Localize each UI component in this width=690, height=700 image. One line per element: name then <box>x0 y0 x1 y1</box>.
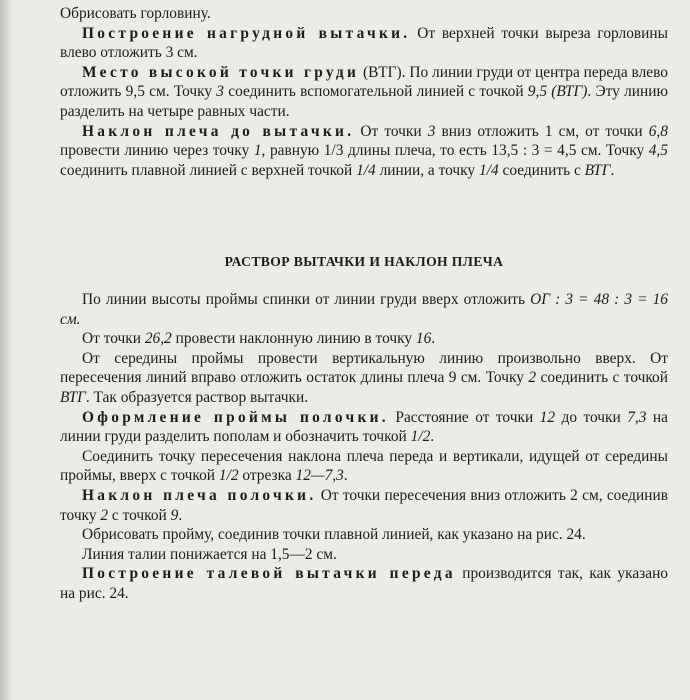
text: . Так образуется раствор вытачки. <box>85 388 309 406</box>
text: Линия талии понижается на 1,5—2 см. <box>82 545 337 563</box>
paragraph-front-armhole <box>60 408 668 447</box>
text: . Эту линию разделить на четыре равных части. <box>60 83 668 120</box>
point-label: ВТГ <box>584 161 611 179</box>
run-heading: Построение талевой вытачки переда <box>82 565 456 583</box>
text: . <box>178 506 183 524</box>
text: с точкой <box>108 506 171 524</box>
paragraph-front-shoulder <box>60 486 668 525</box>
point-label: 2 <box>100 506 109 524</box>
text: до точки <box>555 408 628 426</box>
text: провести наклонную линию в точку <box>171 330 416 348</box>
text: По линии высоты проймы спинки от линии груди вверх отложить <box>82 291 531 308</box>
text: соединить с точкой <box>536 369 668 387</box>
point-label: 1/2 <box>410 428 431 446</box>
point-label: 7,3 <box>627 408 647 426</box>
text: Обрисовать пройму, соединив точки плавной линией, как указано на рис. 24. <box>82 526 586 544</box>
point-label: 1/2 <box>218 467 239 485</box>
point-label: 26,2 <box>144 330 172 348</box>
text: От точки <box>354 122 428 140</box>
text: . <box>431 330 436 348</box>
text: . <box>610 161 615 179</box>
point-label: 4,5 <box>648 142 668 160</box>
paragraph-waist-dart <box>60 564 668 603</box>
text: От середины проймы провести вертикальную линию произвольно вверх. От пересечения линий вправо отложить остаток длины плеча 9 см. Точку <box>60 349 668 387</box>
paragraph-back-armhole <box>60 290 668 329</box>
text: . <box>343 467 348 485</box>
point-label: 2 <box>528 369 537 387</box>
point-label: 3 <box>427 122 436 140</box>
run-heading: Наклон плеча до вытачки. <box>82 122 355 140</box>
paragraph-slope-line <box>60 329 668 349</box>
text: провести линию через точку <box>60 142 254 160</box>
text: Соединить точку пересечения наклона плеча переда и вертикали, идущей от середины проймы, вверх с точкой <box>60 447 668 485</box>
text: линии, а точку <box>375 161 479 179</box>
point-label: 12 <box>539 408 556 426</box>
page-binding-shadow <box>0 0 12 700</box>
text: От точки <box>82 330 145 348</box>
text: Обрисовать горловину. <box>60 5 211 22</box>
paragraph-bust-point <box>60 63 668 122</box>
point-label: 6,8 <box>648 122 668 140</box>
point-label: 1/4 <box>478 161 499 179</box>
point-label: 9,5 (ВТГ) <box>527 83 588 101</box>
run-heading: Место высокой точки груди <box>82 63 360 81</box>
section-heading: РАСТВОР ВЫТАЧКИ И НАКЛОН ПЛЕЧА <box>224 254 504 269</box>
text: (ВТГ). По линии груди от центра переда влево отложить 9,5 см. Точку <box>60 63 668 101</box>
point-label: 1/4 <box>356 161 376 179</box>
section-lower <box>60 290 668 604</box>
text: вниз отложить 1 см, от точки <box>435 122 649 140</box>
section-upper <box>60 4 668 180</box>
text: соединить вспомогательной линией с точкой <box>224 83 528 101</box>
point-label: ВТГ <box>60 388 86 406</box>
paragraph-dart-opening <box>60 349 668 408</box>
formula: ОГ : 3 = 48 : 3 = 16 см. <box>60 291 668 328</box>
paragraph-join-points <box>60 447 668 486</box>
run-heading: Оформление проймы полочки. <box>82 408 389 426</box>
point-label: 1 <box>253 142 262 160</box>
text: отрезка <box>238 467 296 485</box>
text: на линии груди разделить пополам и обозначить точкой <box>60 408 668 446</box>
point-label: 9 <box>170 506 179 524</box>
point-label: 12—7,3 <box>295 467 344 485</box>
run-heading: Наклон плеча полочки. <box>82 486 317 504</box>
paragraph-bust-dart <box>60 24 668 63</box>
text: От верхней точки выреза горловины влево отложить 3 см. <box>60 24 668 62</box>
point-label: 3 <box>216 83 224 101</box>
point-label: 16 <box>415 330 432 348</box>
text: . <box>430 428 435 446</box>
paragraph-shoulder-slope <box>60 122 668 181</box>
paragraph-draw-armhole <box>60 525 668 545</box>
text: От точки пересечения вниз отложить 2 см, соединив точку <box>60 486 668 524</box>
paragraph-neckline <box>60 4 668 24</box>
text: Расстояние от точки <box>388 408 540 426</box>
paragraph-waist-line <box>60 545 668 565</box>
text: соединить с <box>498 161 585 179</box>
text: производится так, как указано на рис. 24. <box>60 565 669 602</box>
text: , равную 1/3 длины плеча, то есть 13,5 : 3 = 4,5 см. Точку <box>261 142 649 160</box>
text: соединить плавной линией с верхней точкой <box>60 161 357 179</box>
run-heading: Построение нагрудной вытачки. <box>82 24 411 42</box>
